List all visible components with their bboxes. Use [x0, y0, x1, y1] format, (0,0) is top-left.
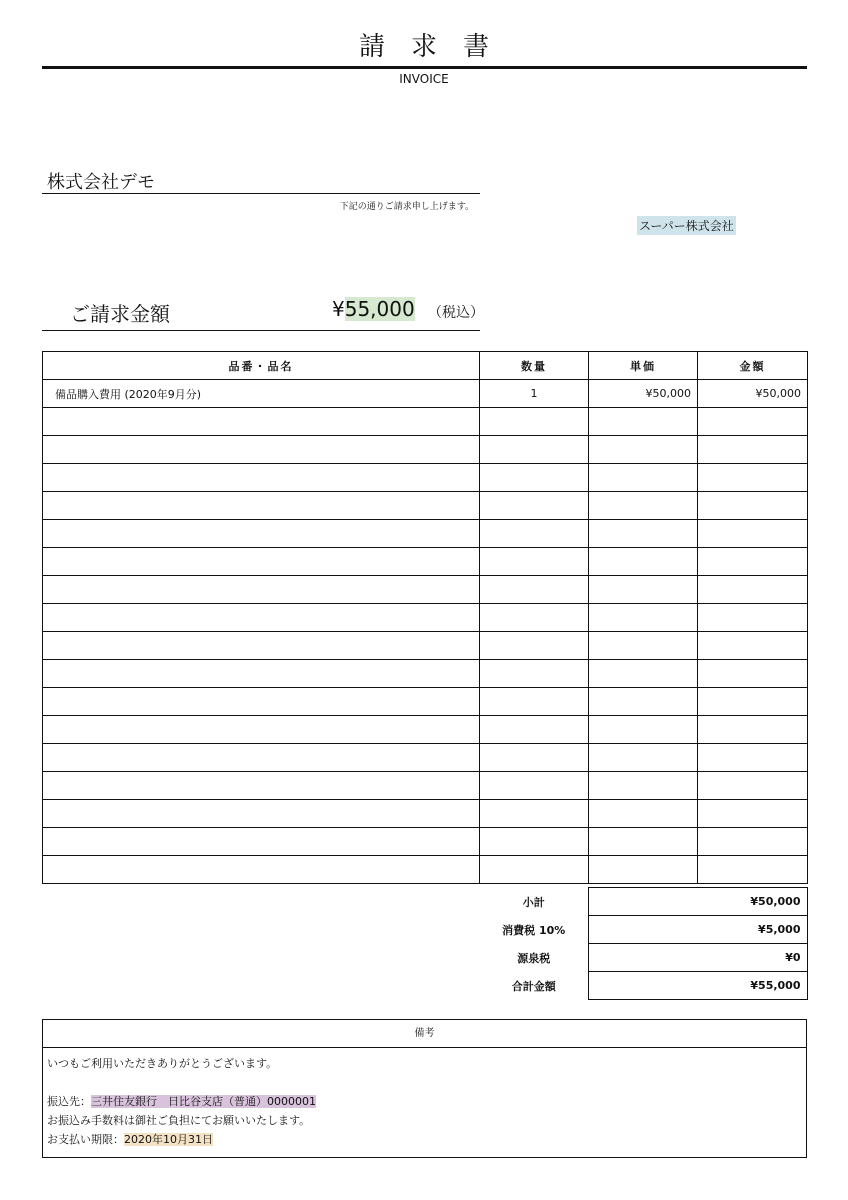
empty-cell — [589, 800, 698, 828]
empty-cell — [589, 436, 698, 464]
item-unit-price: ¥50,000 — [589, 380, 698, 408]
empty-cell — [43, 856, 480, 884]
blank-line — [47, 1073, 802, 1092]
empty-cell — [480, 772, 589, 800]
empty-cell — [589, 576, 698, 604]
empty-cell — [698, 660, 808, 688]
empty-cell — [480, 492, 589, 520]
table-row-empty — [43, 828, 808, 856]
empty-cell — [480, 576, 589, 604]
empty-cell — [589, 408, 698, 436]
empty-cell — [43, 744, 480, 772]
withholding-label: 源泉税 — [517, 951, 551, 965]
amount-tax-note: （税込） — [428, 305, 484, 321]
remarks-body — [43, 1048, 806, 1155]
empty-cell — [43, 632, 480, 660]
empty-cell — [589, 632, 698, 660]
empty-cell — [698, 800, 808, 828]
empty-cell — [698, 744, 808, 772]
empty-cell — [480, 800, 589, 828]
subtotal-value: ¥50,000 — [588, 888, 807, 916]
empty-cell — [698, 828, 808, 856]
empty-cell — [43, 436, 480, 464]
empty-cell — [698, 576, 808, 604]
client-name: 株式会社デモ — [47, 172, 155, 193]
empty-cell — [43, 520, 480, 548]
empty-cell — [43, 604, 480, 632]
deadline-label: お支払い期限： — [47, 1133, 124, 1146]
table-row-empty — [43, 688, 808, 716]
empty-cell — [480, 716, 589, 744]
empty-cell — [698, 604, 808, 632]
table-row-empty — [43, 856, 808, 884]
table-row-empty — [43, 744, 808, 772]
withholding-value: ¥0 — [588, 944, 807, 972]
empty-cell — [698, 716, 808, 744]
header-quantity: 数量 — [480, 352, 589, 380]
empty-cell — [698, 436, 808, 464]
table-row-empty — [43, 660, 808, 688]
header-amount: 金額 — [698, 352, 808, 380]
header-item-name: 品番・品名 — [43, 352, 480, 380]
subtotal-label: 小計 — [522, 895, 545, 909]
empty-cell — [589, 548, 698, 576]
empty-cell — [43, 828, 480, 856]
empty-cell — [698, 688, 808, 716]
table-row-empty — [43, 464, 808, 492]
table-row-empty — [43, 492, 808, 520]
header-unit-price: 単価 — [589, 352, 698, 380]
item-quantity: 1 — [480, 380, 589, 408]
empty-cell — [480, 744, 589, 772]
empty-cell — [43, 464, 480, 492]
empty-cell — [43, 800, 480, 828]
empty-cell — [698, 520, 808, 548]
amount-label: ご請求金額 — [70, 302, 170, 326]
table-row-empty — [43, 576, 808, 604]
issuer-name: スーパー株式会社 — [637, 216, 736, 235]
empty-cell — [698, 856, 808, 884]
total-value: ¥55,000 — [588, 972, 807, 1000]
empty-cell — [43, 408, 480, 436]
empty-cell — [698, 408, 808, 436]
remarks-header: 備考 — [43, 1020, 806, 1048]
empty-cell — [589, 604, 698, 632]
empty-cell — [589, 828, 698, 856]
empty-cell — [698, 548, 808, 576]
empty-cell — [698, 492, 808, 520]
table-row-empty — [43, 520, 808, 548]
bank-value: 三井住友銀行 日比谷支店（普通）0000001 — [91, 1095, 316, 1108]
table-row-empty — [43, 408, 808, 436]
empty-cell — [43, 576, 480, 604]
amount-number: 55,000 — [344, 297, 415, 321]
thanks-text: いつもご利用いただきありがとうございます。 — [47, 1057, 278, 1070]
bank-label: 振込先： — [47, 1095, 91, 1108]
empty-cell — [589, 688, 698, 716]
withholding-row — [480, 944, 807, 972]
empty-cell — [589, 660, 698, 688]
totals-table — [480, 887, 808, 1000]
total-row — [480, 972, 807, 1000]
client-rule — [42, 193, 480, 194]
empty-cell — [43, 548, 480, 576]
empty-cell — [589, 492, 698, 520]
empty-cell — [480, 604, 589, 632]
empty-cell — [43, 660, 480, 688]
empty-cell — [480, 464, 589, 492]
empty-cell — [589, 772, 698, 800]
amount-currency: ¥ — [332, 297, 345, 321]
table-row-empty — [43, 548, 808, 576]
item-amount: ¥50,000 — [698, 380, 808, 408]
empty-cell — [480, 408, 589, 436]
empty-cell — [480, 632, 589, 660]
table-row-empty — [43, 772, 808, 800]
remarks-box — [42, 1019, 807, 1158]
tax-value: ¥5,000 — [588, 916, 807, 944]
empty-cell — [43, 688, 480, 716]
tax-row — [480, 916, 807, 944]
title-rule — [42, 66, 807, 69]
table-row — [43, 380, 808, 408]
empty-cell — [589, 856, 698, 884]
amount-rule — [42, 330, 480, 331]
empty-cell — [480, 436, 589, 464]
table-row-empty — [43, 604, 808, 632]
fee-note: お振込み手数料は御社ご負担にてお願いいたします。 — [47, 1114, 311, 1127]
deadline-line — [47, 1130, 802, 1149]
greeting-text: 下記の通りご請求申し上げます。 — [339, 202, 474, 212]
empty-cell — [43, 716, 480, 744]
items-table — [42, 351, 808, 884]
empty-cell — [43, 772, 480, 800]
table-row-empty — [43, 716, 808, 744]
empty-cell — [589, 464, 698, 492]
empty-cell — [698, 772, 808, 800]
subtotal-row — [480, 888, 807, 916]
item-name: 備品購入費用 (2020年9月分) — [43, 380, 480, 408]
empty-cell — [589, 520, 698, 548]
empty-cell — [589, 744, 698, 772]
amount-value — [332, 297, 415, 321]
total-label: 合計金額 — [511, 979, 556, 993]
document-subtitle: INVOICE — [399, 72, 449, 86]
empty-cell — [480, 660, 589, 688]
empty-cell — [480, 856, 589, 884]
empty-cell — [698, 464, 808, 492]
empty-cell — [480, 828, 589, 856]
empty-cell — [589, 716, 698, 744]
empty-cell — [480, 520, 589, 548]
bank-line — [47, 1092, 802, 1111]
empty-cell — [480, 548, 589, 576]
table-header-row — [43, 352, 808, 380]
table-row-empty — [43, 632, 808, 660]
table-row-empty — [43, 436, 808, 464]
table-row-empty — [43, 800, 808, 828]
empty-cell — [43, 492, 480, 520]
document-title: 請求書 — [358, 32, 515, 62]
deadline-value: 2020年10月31日 — [124, 1133, 213, 1146]
empty-cell — [698, 632, 808, 660]
tax-label: 消費税 10% — [502, 923, 566, 937]
empty-cell — [480, 688, 589, 716]
